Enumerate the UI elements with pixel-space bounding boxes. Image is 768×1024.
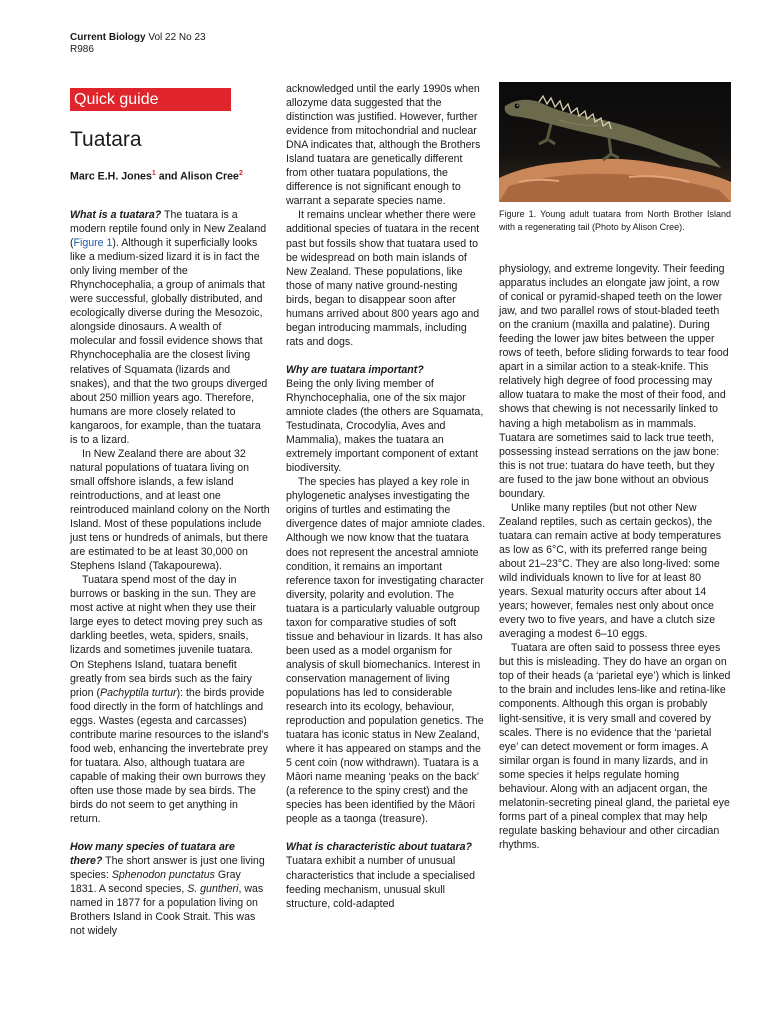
journal-header [70, 32, 206, 56]
affiliation-2: 2 [238, 170, 243, 177]
paragraph: Tuatara spend most of the day in burrows or basking in the sun. They are most active at night when they use their large eyes to detect moving prey such as darkling beetles, weta, spiders, snails, lizards and sometimes juvenile tuatara. On Stephens Island, tuatara benefit greatly from sea birds such as the fairy prion (Pachyptila turtur): the birds provide food directly in the form of hatchlings and eggs. Wastes (egesta and carcasses) contribute marine resources to the island’s food web, enhancing the invertebrate prey for tuatara. Also, although tuatara are capable of making their own burrows they often use those made by sea birds. The birds do not seem to get anything in return. [70, 574, 269, 826]
tuatara-illustration [499, 82, 731, 202]
article-title: Tuatara [70, 128, 142, 151]
text-column-1 [70, 208, 270, 938]
paragraph: In New Zealand there are about 32 natural populations of tuatara living on small offshore islands, a few island reintroductions, and at least one reintroduced mainland colony on the North Island. Most of these populations include just tens or hundreds of animals, but there are estimated to be at least 30,000 on Stephens Island (Takapourewa). [70, 447, 270, 573]
author-2: Alison Cree [180, 170, 239, 183]
journal-citation: Current Biology Vol 22 No 23 [70, 32, 206, 43]
tuatara-photo [499, 82, 731, 202]
section-heading: Why are tuatara important? [286, 363, 424, 376]
paragraph: physiology, and extreme longevity. Their feeding apparatus includes an elongate jaw joint, a row of conical or pyramid-shaped teeth on the lower jaw, and two parallel rows of stout-bladed teeth on the cranium (maxilla and palatine). During feeding the lower jaw bites between the upper rows of teeth, before sliding forwards to tear food apart in a similar action to a steak-knife. This relatively high degree of food processing may allow tuatara to make the most of their food, and shows that chewing is not necessarily linked to having a high metabolism as in mammals. Tuatara are sometimes said to lack true teeth, possessing instead serrations on the jaw bone: this is not true: tuatara do have teeth, but they are fused to the jaw bone without an obvious boundary. [499, 263, 729, 500]
page-number: R986 [70, 44, 94, 55]
figure-1-link[interactable]: Figure 1 [73, 237, 113, 250]
section-label: Quick guide [70, 88, 231, 111]
affiliation-1: 1 [151, 170, 156, 177]
paragraph: Tuatara are often said to possess three eyes but this is misleading. They do have an organ on top of their heads (a ‘parietal eye’) which is linked to the brain and includes lens-like and retina-like components. Although this organ is probably light-sensitive, it is very small and covered by scales. There is no evidence that the ‘parietal eye’ can detect movement or form images. A similar organ is found in many lizards, and in some species it helps regulate homing behaviour. Along with an adjacent organ, the melatonin-secreting pineal gland, the parietal eye forms part of a pineal complex that may help regulate basking behaviour and other circadian rhythms. [499, 642, 731, 851]
paragraph: Unlike many reptiles (but not other New Zealand reptiles, such as certain geckos), the tuatara can remain active at body temperatures as low as 6°C, with its preferred range being about 21–23°C. They are also long-lived: some wild individuals known to live for at least 80 years. Sexual maturity occurs after about 14 years; however, females nest only about once every two to five years, and have a clutch size averaging a modest 6–10 eggs. [499, 501, 721, 641]
text-column-3 [499, 262, 731, 852]
paragraph: It remains unclear whether there were additional species of tuatara in the recent past but fossils show that tuatara used to be widespread on both main islands of New Zealand. These populations, like those of many native ground-nesting birds, began to disappear soon after humans arrived about 800 years ago and began introducing mammals, including rats and dogs. [286, 209, 480, 348]
figure-caption: Figure 1. Young adult tuatara from North Brother Island with a regenerating tail (Photo by Alison Cree). [499, 209, 731, 232]
paragraph: The species has played a key role in phylogenetic analyses investigating the origins of turtles and estimating the divergence dates of major amniote clades. Although we now know that the tuatara does not represent the ancestral amniote condition, it remains an important reference taxon for investigating character diversity, polarity and evolution. The tuatara is a particularly valuable outgroup taxon for comparative studies of soft tissue and behaviour in lizards. It has also been used as a model organism for analysis of skull biomechanics. Interest in conservation management of living populations has led to considerable research into its ecology, behaviour, reproduction and population genetics. The tuatara has iconic status in New Zealand, where it has appeared on stamps and the 5 cent coin (now withdrawn). Tuatara is a Māori name meaning ‘peaks on the back’ (a reference to the spiny crest) and the species has been identified by the Māori people as a taonga (treasure). [286, 476, 486, 826]
author-line: Marc E.H. Jones$^1$ and Alison Cree$^2$ [70, 170, 243, 183]
paragraph: What is a tuatara? The tuatara is a modern reptile found only in New Zealand (Figure 1). Although it superficially looks like a medium-sized lizard it is in fact the only living member of the Rhynchocephalia, a group of animals that were successful, globally distributed, and ecologically diverse during the Mesozoic, alongside dinosaurs. A wealth of molecular and fossil evidence shows that Rhynchocephalia are the closest living relatives of Squamata (lizards and snakes), and that the two groups diverged about 250 million years ago. Therefore, humans are more closely related to kangaroos, for example, than the tuatara is to a lizard. [70, 209, 268, 446]
author-1: Marc E.H. Jones [70, 170, 152, 183]
paragraph: How many species of tuatara are there? The short answer is just one living species: Sphenodon punctatus Gray 1831. A second species, S. guntheri, was named in 1877 for a population living on Brothers Island in Cook Strait. This was not widely [70, 841, 265, 938]
paragraph: What is characteristic about tuatara? Tuatara exhibit a number of unusual characteristics that include a specialised feeding mechanism, unusual skull structure, cold-adapted [286, 841, 476, 910]
paragraph: acknowledged until the early 1990s when allozyme data suggested that the distinction was justified. However, further evidence from mitochondrial and nuclear DNA indicates that, although the Brothers Island tuatara are genetically different from other tuatara populations, the difference is not significant enough to warrant a separate species name. [286, 83, 481, 208]
paragraph: Being the only living member of Rhynchocephalia, one of the six major amniote clades (the others are Squamata, Testudinata, Crocodylia, Aves and Mammalia), makes the tuatara an extremely important component of extant biodiversity. [286, 377, 484, 475]
text-column-2 [286, 82, 486, 911]
